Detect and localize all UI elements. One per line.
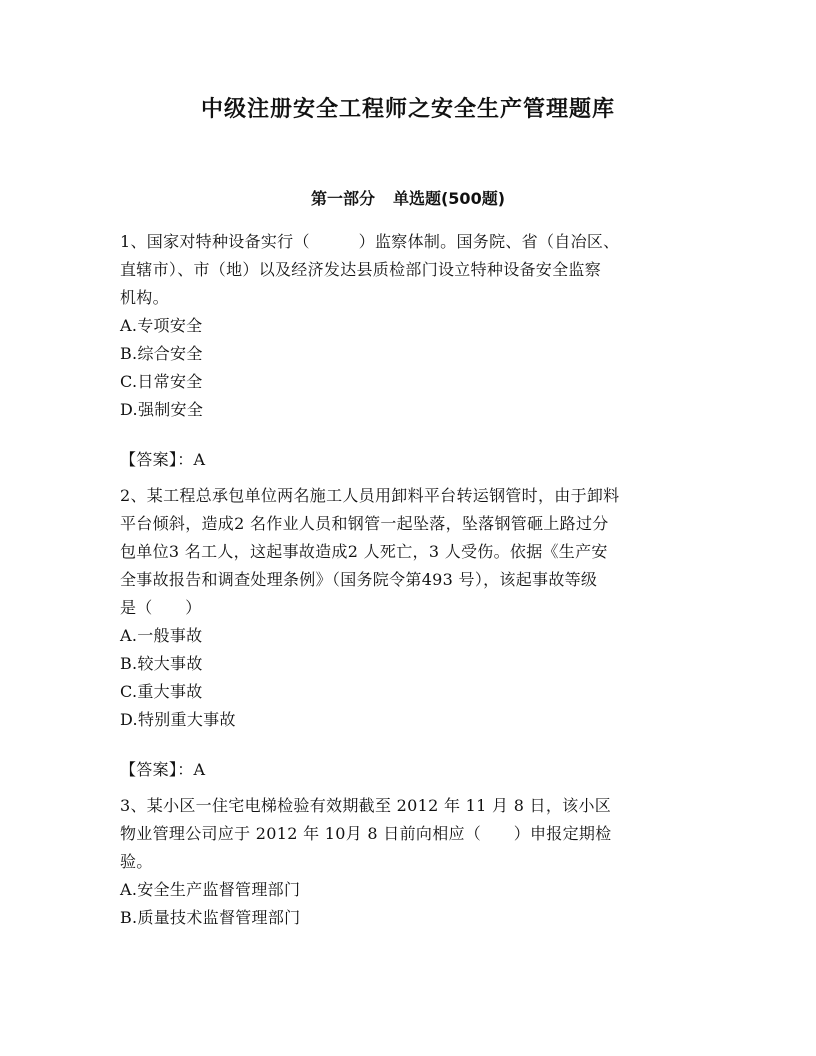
question-list — [120, 228, 698, 932]
answer-label: 【答案】：A — [120, 450, 206, 469]
section-name-label: 单选题(500题) — [392, 189, 506, 208]
question-stem-line: 3、某小区一住宅电梯检验有效期截至 2012 年 11 月 8 日，该小区 — [120, 796, 612, 815]
question-stem-line: 2、某工程总承包单位两名施工人员用卸料平台转运钢管时，由于卸料 — [120, 486, 620, 505]
option-b: B.较大事故 — [120, 654, 203, 673]
question-stem-line: 机构。 — [120, 288, 169, 307]
option-d: D.强制安全 — [120, 400, 204, 419]
question-1 — [120, 228, 698, 474]
document-title: 中级注册安全工程师之安全生产管理题库 — [200, 97, 615, 122]
option-c: C.日常安全 — [120, 372, 203, 391]
section-heading — [0, 186, 816, 212]
question-stem-line: 全事故报告和调查处理条例》（国务院令第493 号），该起事故等级 — [120, 570, 598, 589]
option-b: B.质量技术监督管理部门 — [120, 908, 301, 927]
option-c: C.重大事故 — [120, 682, 203, 701]
question-stem-line: 直辖市）、市（地）以及经济发达县质检部门设立特种设备安全监察 — [120, 260, 602, 279]
option-a: A.一般事故 — [120, 626, 203, 645]
option-d: D.特别重大事故 — [120, 710, 236, 729]
question-stem-line: 验。 — [120, 852, 153, 871]
option-a: A.专项安全 — [120, 316, 203, 335]
section-part-label: 第一部分 — [310, 189, 375, 208]
question-stem-line: 包单位3 名工人，这起事故造成2 人死亡，3 人受伤。依据《生产安 — [120, 542, 608, 561]
option-a: A.安全生产监督管理部门 — [120, 880, 301, 899]
question-3 — [120, 792, 698, 932]
question-stem-line: 平台倾斜，造成2 名作业人员和钢管一起坠落，坠落钢管砸上路过分 — [120, 514, 609, 533]
option-b: B.综合安全 — [120, 344, 203, 363]
question-stem-line: 物业管理公司应于 2012 年 10月 8 日前向相应（ ）申报定期检 — [120, 824, 612, 843]
question-stem-line: 1、国家对特种设备实行（ ）监察体制。国务院、省（自冶区、 — [120, 232, 620, 251]
question-stem-line: 是（ ） — [120, 598, 202, 617]
answer-label: 【答案】：A — [120, 760, 206, 779]
question-2 — [120, 482, 698, 784]
